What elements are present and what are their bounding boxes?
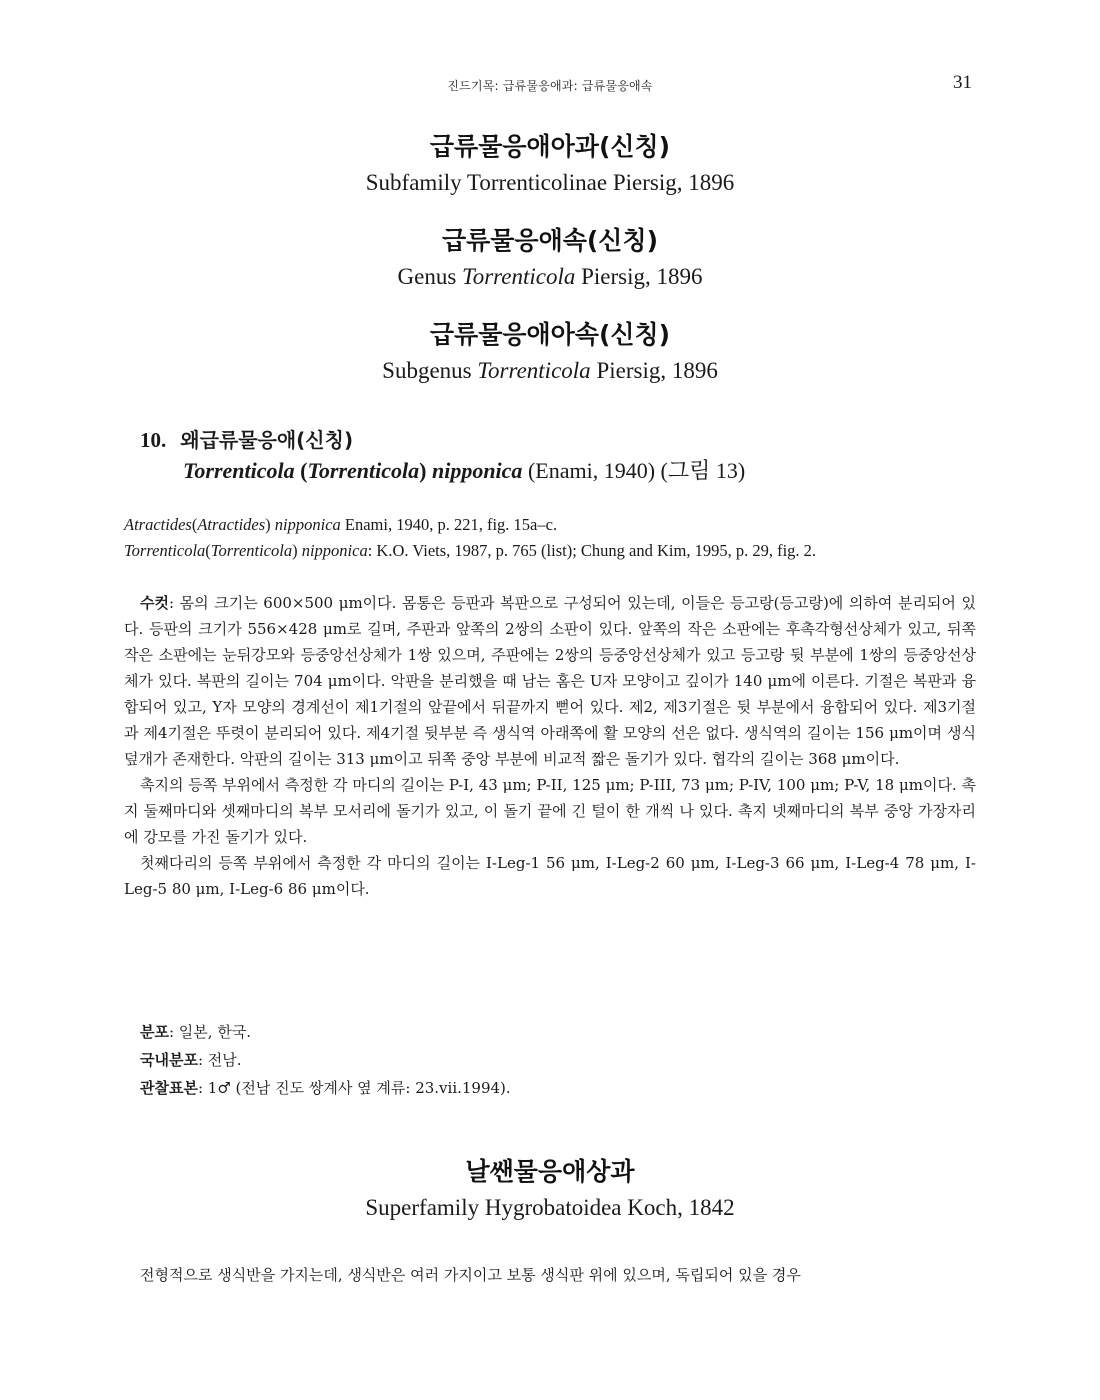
male-label: 수컷 (140, 594, 169, 612)
synonym-entry: Torrenticola(Torrenticola) nipponica: K.O. Viets, 1987, p. 765 (list); Chung and Kim, 1995, p. 29, fig. 2. (124, 541, 817, 560)
species-korean-line (140, 425, 745, 455)
distribution-line: 분포: 일본, 한국. (140, 1023, 252, 1041)
distribution-section (140, 1018, 511, 1102)
superfamily-description: 전형적으로 생식반을 가지는데, 생식반은 여러 가지이고 보통 생식판 위에 있으며, 독립되어 있을 경우 (140, 1266, 801, 1284)
subfamily-heading (0, 130, 1100, 198)
superfamily-scientific-name: Superfamily Hygrobatoidea Koch, 1842 (365, 1195, 735, 1220)
species-genus: Torrenticola (183, 458, 295, 483)
male-description: 수컷: 몸의 크기는 600×500 μm이다. 몸통은 등판과 복판으로 구성되어 있는데, 이들은 등고랑(등고랑)에 의하여 분리되어 있다. 등판의 크기가 556×428 μm로 길며, 주판과 앞쪽의 2쌍의 소판이 있다. 앞쪽의 작은 소판에는 후촉각형선상체가 있고, 뒤쪽 작은 소판에는 눈뒤강모와 등중앙선상체가 1쌍 있으며, 주판에는 2쌍의 등중앙선상체가 있고 등고랑 뒷 부분에 1쌍의 등중앙선상체가 있다. 복판의 길이는 704 μm이다. 악판을 분리했을 때 남는 홈은 U자 모양이고 깊이가 140 μm에 이른다. 기절은 복판과 융합되어 있고, Y자 모양의 경계선이 제1기절의 앞끝에서 뒤끝까지 뻗어 있다. 제2, 제3기절은 뒷 부분에서 융합되어 있다. 제3기절과 제4기절은 뚜렷이 분리되어 있다. 제4기절 뒷부분 즉 생식역 아래쪽에 활 모양의 선은 없다. 생식역의 길이는 156 μm이며 생식덮개가 존재한다. 악판의 길이는 313 μm이고 뒤쪽 중앙 부분에 비교적 짧은 돌기가 있다. 협각의 길이는 368 μm이다. (124, 594, 976, 768)
species-description (124, 590, 976, 902)
subfamily-korean-name: 급류물응애아과(신칭) (429, 132, 671, 161)
palp-description: 촉지의 등쪽 부위에서 측정한 각 마디의 길이는 P-I, 43 μm; P-II, 125 μm; P-III, 73 μm; P-IV, 100 μm; P-V, 18 μm이다. 촉지 둘째마디와 셋째마디의 복부 모서리에 돌기가 있고, 이 돌기 끝에 긴 털이 한 개씩 나 있다. 촉지 넷째마디의 복부 중앙 가장자리에 강모를 가진 돌기가 있다. (124, 776, 976, 846)
subgenus-korean-name: 급류물응애아속(신칭) (429, 320, 671, 349)
species-korean-name: 왜급류물응애(신칭) (180, 428, 354, 452)
domestic-distribution-line: 국내분포: 전남. (140, 1051, 242, 1069)
species-authority: (Enami, 1940) (그림 13) (527, 458, 746, 483)
subgenus-scientific-name: Subgenus Torrenticola Piersig, 1896 (382, 358, 718, 383)
subgenus-heading (0, 318, 1100, 386)
genus-korean-name: 급류물응애속(신칭) (441, 226, 659, 255)
synonym-entry: Atractides(Atractides) nipponica Enami, 1940, p. 221, fig. 15a–c. (124, 515, 558, 534)
leg-description: 첫째다리의 등쪽 부위에서 측정한 각 마디의 길이는 I-Leg-1 56 μm, I-Leg-2 60 μm, I-Leg-3 66 μm, I-Leg-4 78 μm, I-Leg-5 80 μm, I-Leg-6 86 μm이다. (124, 854, 976, 898)
subfamily-scientific-name: Subfamily Torrenticolinae Piersig, 1896 (365, 170, 735, 195)
examined-specimen-line: 관찰표본: 1♂ (전남 진도 쌍계사 옆 계류: 23.vii.1994). (140, 1079, 511, 1097)
species-heading (140, 425, 745, 487)
running-head: 진드기목: 급류물응애과: 급류물응애속 (447, 79, 653, 93)
superfamily-heading (0, 1155, 1100, 1223)
genus-scientific-name: Genus Torrenticola Piersig, 1896 (397, 264, 703, 289)
species-scientific-line: Torrenticola (Torrenticola) nipponica (Enami, 1940) (그림 13) (183, 458, 746, 483)
species-epithet: nipponica (431, 458, 523, 483)
species-number: 10. (140, 428, 167, 452)
species-subgenus: Torrenticola (307, 458, 420, 483)
page-number: 31 (953, 72, 972, 93)
genus-heading (0, 224, 1100, 292)
superfamily-korean-name: 날쌘물응애상과 (465, 1157, 635, 1186)
synonym-list (124, 512, 984, 564)
